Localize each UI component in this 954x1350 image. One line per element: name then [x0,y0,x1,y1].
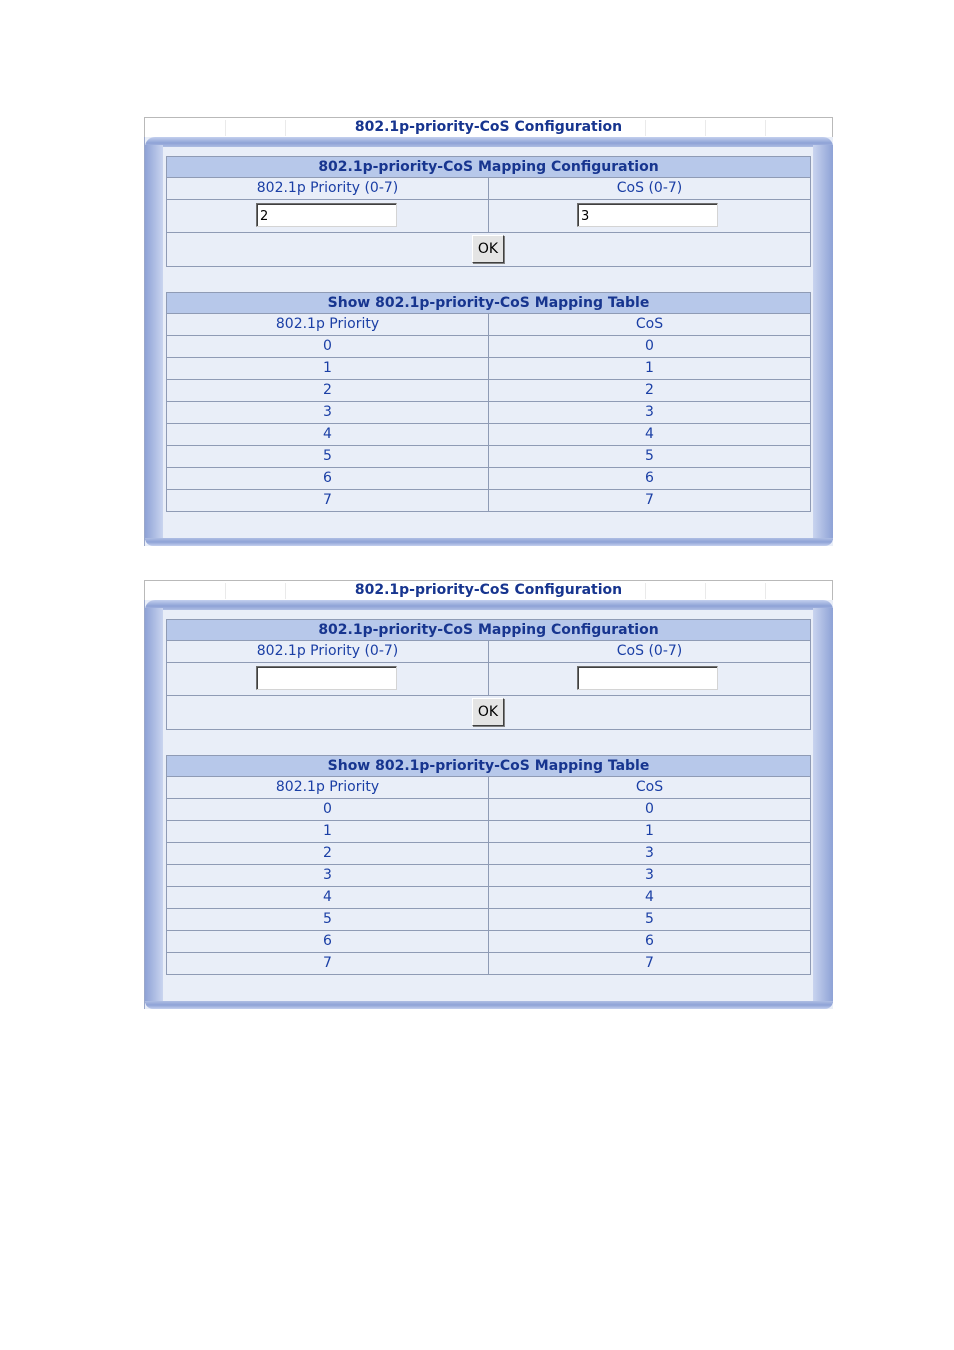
cos-cell: 5 [645,911,654,927]
panel-title [144,580,833,600]
cos-cell: 6 [645,470,654,486]
mapping-config-table [166,156,811,267]
config-button-row [167,696,810,729]
priority-cell: 3 [167,865,489,886]
frame-bottom-border [145,538,833,546]
priority-input[interactable] [256,666,397,690]
panel-title [144,117,833,137]
priority-column-header: 802.1p Priority [167,777,489,798]
title-divider [765,583,766,599]
table-row [167,843,810,865]
priority-cell: 2 [167,843,489,864]
priority-label: 802.1p Priority (0-7) [167,641,489,662]
table-row [167,468,810,490]
priority-cell: 0 [167,336,489,357]
table-row [167,424,810,446]
priority-cell: 0 [167,799,489,820]
cos-cell: 6 [645,933,654,949]
table-row [167,446,810,468]
priority-column-header: 802.1p Priority [167,314,489,335]
table-row [167,887,810,909]
cos-cell: 5 [645,448,654,464]
cos-cell: 1 [645,360,654,376]
table-row [167,336,810,358]
table-row [167,380,810,402]
cos-label: CoS (0-7) [616,180,683,196]
mapping-table [166,292,811,512]
table-row [167,821,810,843]
mapping-config-table [166,619,811,730]
title-divider [225,583,226,599]
table-row [167,490,810,511]
cos-cell: 0 [645,801,654,817]
title-divider [285,120,286,136]
cos-cell: 0 [645,338,654,354]
priority-cell: 6 [167,931,489,952]
priority-input[interactable] [256,203,397,227]
cos-input[interactable] [577,666,718,690]
cos-cell: 1 [645,823,654,839]
priority-cell: 7 [167,953,489,974]
frame-top-border [145,600,833,610]
ok-button-cell [167,696,810,729]
table-row [167,953,810,974]
cos-cell: 2 [645,382,654,398]
priority-cell: 6 [167,468,489,489]
frame-left-border [145,608,163,1003]
priority-cell: 5 [167,446,489,467]
title-divider [645,120,646,136]
priority-cell: 7 [167,490,489,511]
frame-top-border [145,137,833,147]
mapping-table-column-row [167,314,810,336]
table-row [167,799,810,821]
title-divider [225,120,226,136]
frame-left-border [145,145,163,540]
title-divider [705,120,706,136]
cos-cell: 7 [645,955,654,971]
cos-column-header: CoS [635,316,664,332]
cos-cell: 7 [645,492,654,508]
cos-cell: 4 [645,426,654,442]
title-divider [705,583,706,599]
title-divider [765,120,766,136]
panel-frame [144,600,833,1009]
cos-cell: 3 [645,845,654,861]
cos-cell: 4 [645,889,654,905]
table-row [167,909,810,931]
config-button-row [167,233,810,266]
cos-cell: 3 [645,404,654,420]
priority-input-cell [167,200,489,232]
mapping-config-header: 802.1p-priority-CoS Mapping Configuration [167,157,810,178]
table-row [167,358,810,380]
config-input-row [167,663,810,696]
cos-column-header: CoS [635,779,664,795]
priority-cell: 2 [167,380,489,401]
ok-button-cell [167,233,810,266]
cos-input[interactable] [577,203,718,227]
panel-frame [144,137,833,546]
mapping-table-header: Show 802.1p-priority-CoS Mapping Table [167,756,810,777]
cos-cell: 3 [645,867,654,883]
priority-cell: 3 [167,402,489,423]
table-row [167,865,810,887]
title-divider [285,583,286,599]
cos-label: CoS (0-7) [616,643,683,659]
priority-input-cell [167,663,489,695]
priority-label: 802.1p Priority (0-7) [167,178,489,199]
table-row [167,402,810,424]
config-label-row [167,641,810,663]
mapping-table [166,755,811,975]
ok-button[interactable]: OK [472,698,504,726]
mapping-table-column-row [167,777,810,799]
mapping-table-header: Show 802.1p-priority-CoS Mapping Table [167,293,810,314]
frame-right-border [813,145,833,540]
mapping-config-header: 802.1p-priority-CoS Mapping Configuration [167,620,810,641]
config-label-row [167,178,810,200]
config-input-row [167,200,810,233]
frame-bottom-border [145,1001,833,1009]
priority-cell: 1 [167,358,489,379]
priority-cell: 5 [167,909,489,930]
cos-input-cell [489,663,810,695]
priority-cell: 4 [167,424,489,445]
frame-right-border [813,608,833,1003]
priority-cell: 1 [167,821,489,842]
table-row [167,931,810,953]
panel-title-text: 802.1p-priority-CoS Configuration [354,582,623,598]
priority-cell: 4 [167,887,489,908]
cos-input-cell [489,200,810,232]
panel-title-text: 802.1p-priority-CoS Configuration [354,119,623,135]
ok-button[interactable]: OK [472,235,504,263]
title-divider [645,583,646,599]
